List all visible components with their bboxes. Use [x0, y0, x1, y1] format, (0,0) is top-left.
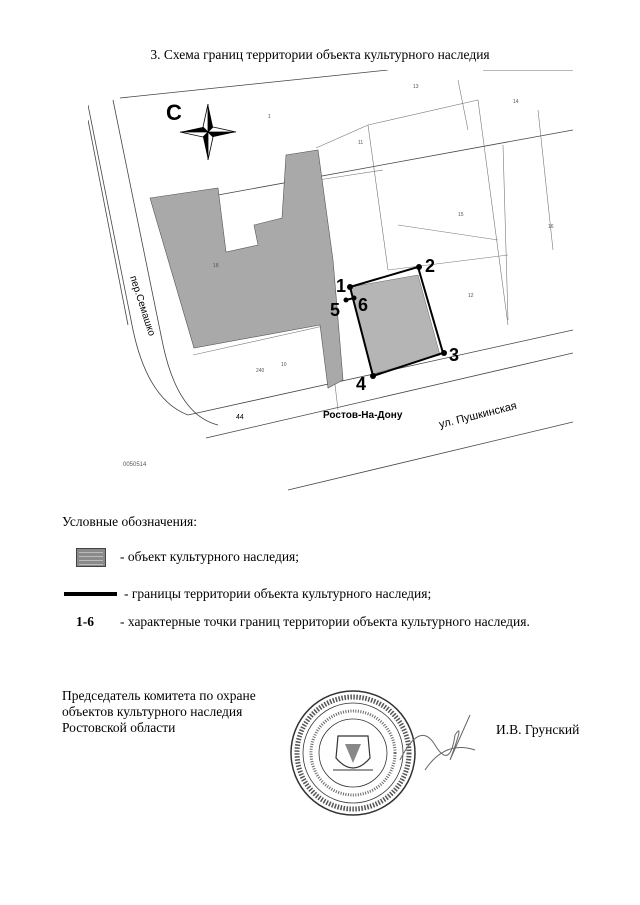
point-label-4: 4: [356, 374, 367, 394]
signatory-name: И.В. Грунский: [496, 722, 580, 737]
legend-points-code: 1-6: [76, 614, 94, 629]
plot-number: 18: [213, 263, 219, 269]
page-title: 3. Схема границ территории объекта культурного наследия: [150, 47, 490, 62]
point-label-2: 2: [425, 256, 436, 276]
plot-number: 11: [358, 140, 364, 146]
heritage-object-shape: [150, 150, 343, 388]
legend-points-desc: - характерные точки границ территории объекта культурного наследия.: [120, 614, 530, 629]
signatory-line-1: Председатель комитета по охране: [62, 688, 256, 703]
street-semashko-label: пер.Семашко: [127, 274, 157, 338]
plot-number: 240: [256, 368, 265, 374]
signatory-position: [62, 688, 256, 736]
compass-rose-icon: [180, 104, 236, 160]
street-pushkinskaya-label: ул. Пушкинская: [437, 399, 519, 431]
plot-number: 16: [548, 224, 554, 230]
signatory-line-3: Ростовской области: [62, 720, 176, 735]
legend-heading: Условные обозначения:: [62, 514, 198, 529]
heritage-object-swatch: [76, 548, 106, 567]
handwritten-signature-icon: [395, 700, 495, 780]
legend-boundary-line: - границы территории объекта культурного наследия;: [124, 586, 432, 601]
north-label: С: [166, 100, 182, 125]
plot-number: 14: [513, 99, 519, 105]
plot-number: 10: [281, 362, 287, 368]
plot-number: 13: [413, 84, 419, 90]
signatory-line-2: объектов культурного наследия: [62, 704, 243, 719]
boundary-map: [88, 70, 573, 498]
plot-number: 15: [458, 212, 464, 218]
point-label-6: 6: [358, 295, 369, 315]
plot-number: 44: [236, 414, 244, 421]
boundary-line-sample: [64, 592, 117, 596]
city-label: Ростов-На-Дону: [323, 410, 403, 421]
cadastral-code: 0050514: [123, 462, 147, 468]
point-label-3: 3: [449, 345, 460, 365]
plot-number: 1: [268, 114, 271, 120]
legend-heritage-object: - объект культурного наследия;: [120, 549, 300, 564]
point-label-5: 5: [330, 300, 341, 320]
point-label-1: 1: [336, 276, 347, 296]
plot-number: 12: [468, 293, 474, 299]
